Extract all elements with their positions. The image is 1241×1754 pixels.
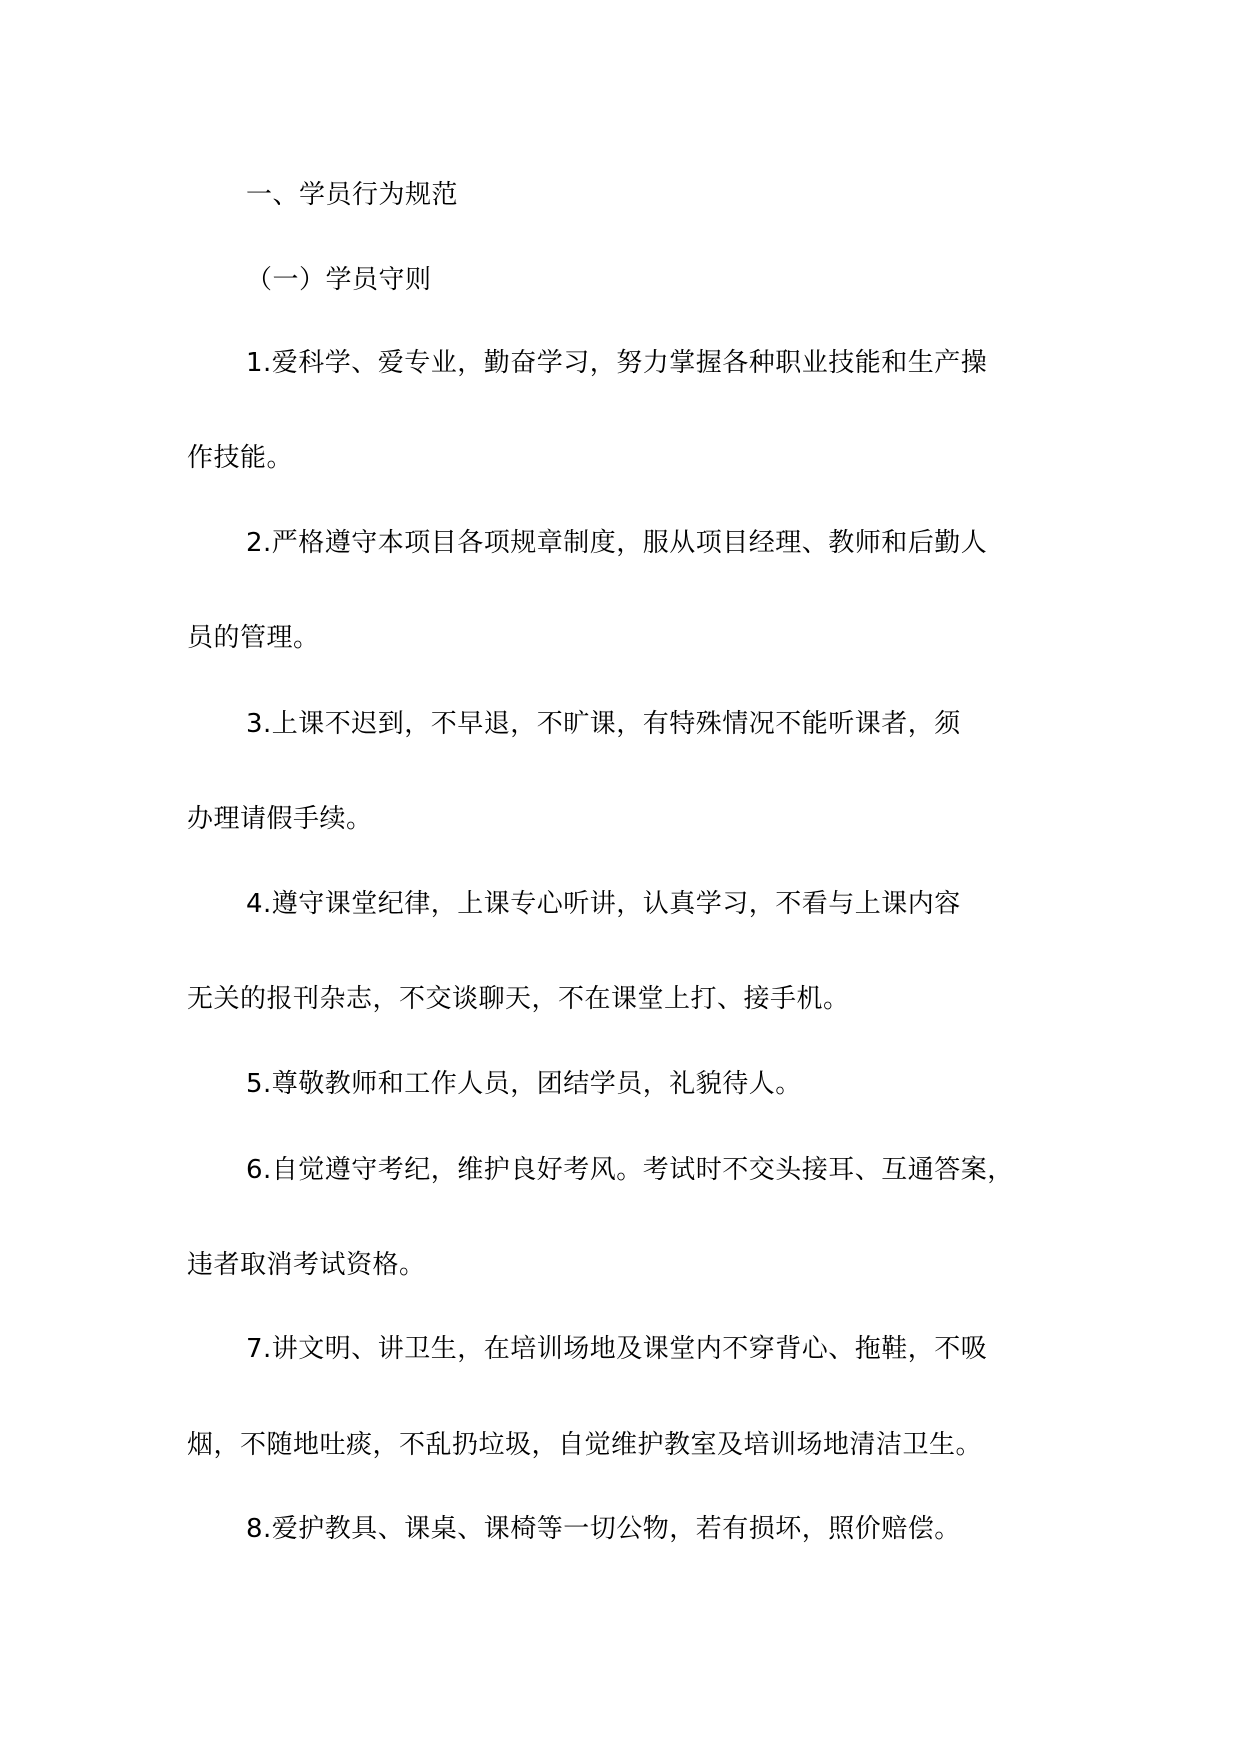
rule-7-line-1: 7.讲文明、讲卫生，在培训场地及课堂内不穿背心、拖鞋，不吸 <box>246 1334 988 1364</box>
rule-1-line-2: 作技能。 <box>187 443 294 473</box>
rule-2-line-1: 2.严格遵守本项目各项规章制度，服从项目经理、教师和后勤人 <box>246 528 988 558</box>
rule-3-line-2: 办理请假手续。 <box>187 804 373 834</box>
rule-4-line-2: 无关的报刊杂志，不交谈聊天，不在课堂上打、接手机。 <box>187 984 850 1014</box>
rule-1-line-1: 1.爱科学、爱专业，勤奋学习，努力掌握各种职业技能和生产操 <box>246 348 988 378</box>
rule-2-line-2: 员的管理。 <box>187 623 320 653</box>
rule-7-line-2: 烟，不随地吐痰，不乱扔垃圾，自觉维护教室及培训场地清洁卫生。 <box>187 1430 983 1460</box>
rule-8-line-1: 8.爱护教具、课桌、课椅等一切公物，若有损坏，照价赔偿。 <box>246 1514 961 1544</box>
rule-4-line-1: 4.遵守课堂纪律，上课专心听讲，认真学习，不看与上课内容 <box>246 889 961 919</box>
rule-6-line-2: 违者取消考试资格。 <box>187 1250 426 1280</box>
rule-5-line-1: 5.尊敬教师和工作人员，团结学员，礼貌待人。 <box>246 1069 802 1099</box>
rule-3-line-1: 3.上课不迟到，不早退，不旷课，有特殊情况不能听课者，须 <box>246 709 961 739</box>
rule-6-line-1: 6.自觉遵守考纪，维护良好考风。考试时不交头接耳、互通答案， <box>246 1155 1014 1185</box>
subsection-heading: （一）学员守则 <box>246 265 432 295</box>
section-heading: 一、学员行为规范 <box>246 180 459 210</box>
